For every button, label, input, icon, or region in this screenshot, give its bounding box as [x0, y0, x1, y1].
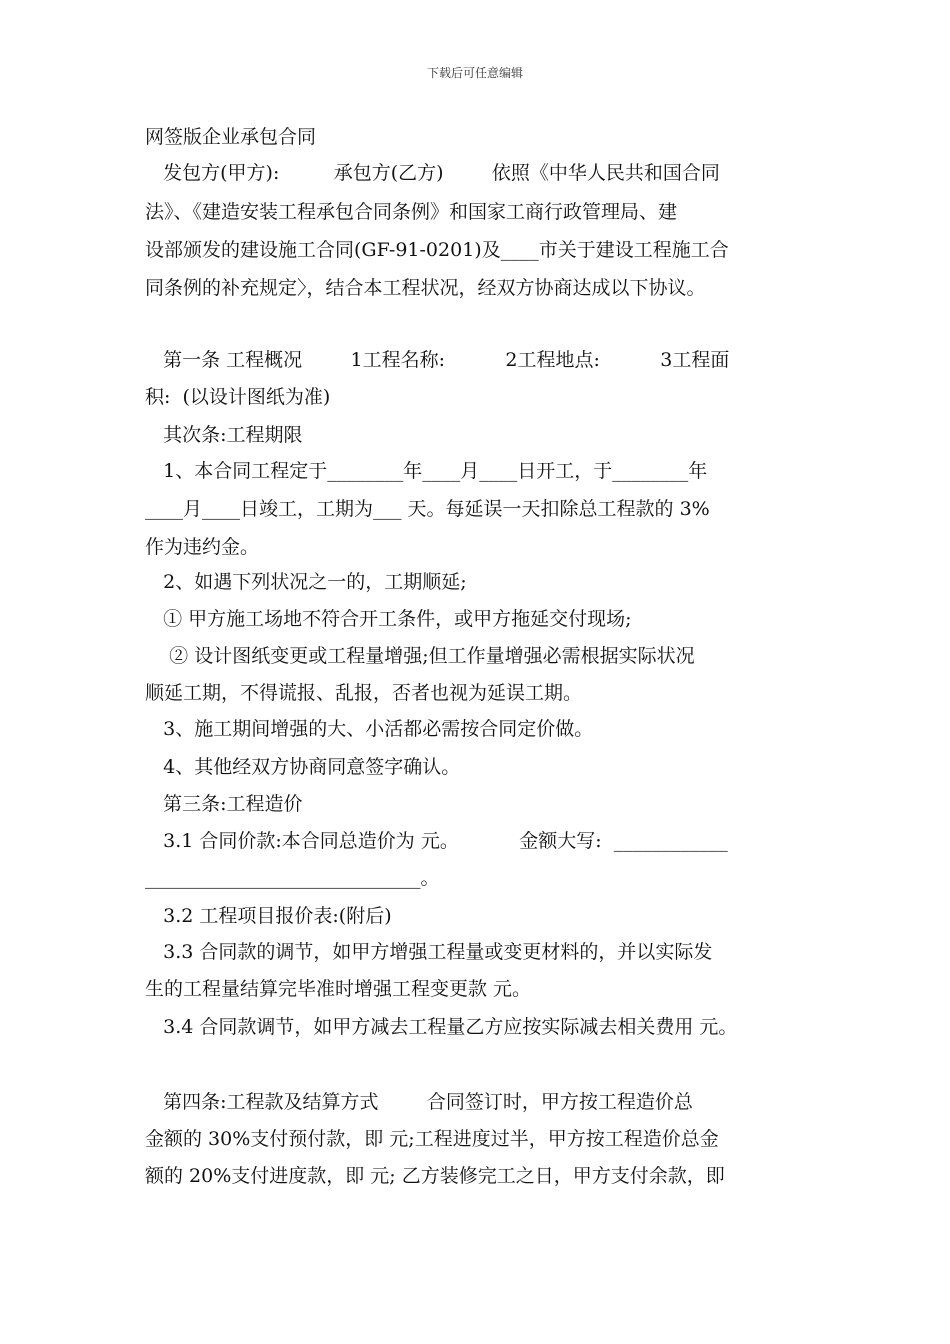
text-line: 同条例的补充规定〉，结合本工程状况，经双方协商达成以下协议。: [145, 277, 706, 299]
text-line: 金额的 30%支付预付款，即 元;工程进度过半，甲方按工程造价总金: [145, 1128, 719, 1150]
section-heading-2: 其次条:工程期限: [145, 424, 303, 446]
section-heading-1: 第一条 工程概况 1工程名称: 2工程地点: 3工程面: [145, 349, 730, 371]
text-line: 3、施工期间增强的大、小活都必需按合同定价做。: [145, 718, 594, 740]
text-line: 3.4 合同款调节，如甲方减去工程量乙方应按实际减去相关费用 元。: [145, 1016, 738, 1038]
text-line: 3.3 合同款的调节，如甲方增强工程量或变更材料的，并以实际发: [145, 941, 713, 963]
text-line: 3.1 合同价款:本合同总造价为 元。 金额大写: ____________: [145, 830, 728, 852]
section-heading-3: 第三条:工程造价: [145, 793, 303, 815]
text-line: 积: (以设计图纸为准): [145, 386, 331, 408]
document-title: 网签版企业承包合同: [145, 126, 317, 148]
text-line: 顺延工期，不得谎报、乱报，否者也视为延误工期。: [145, 682, 583, 704]
text-line: 发包方(甲方): 承包方(乙方) 依照《中华人民共和国合同: [145, 162, 720, 184]
text-line: _____________________________。: [145, 867, 440, 889]
section-heading-4: 第四条:工程款及结算方式 合同签订时，甲方按工程造价总: [145, 1091, 693, 1113]
text-line: 法》、《建造安装工程承包合同条例》和国家工商行政管理局、建: [145, 201, 678, 223]
text-line: 2、如遇下列状况之一的，工期顺延;: [145, 571, 467, 593]
text-line: ____月____日竣工，工期为___ 天。每延误一天扣除总工程款的 3%: [145, 498, 710, 520]
text-line: 设部颁发的建设施工合同(GF-91-0201)及____市关于建设工程施工合: [145, 239, 729, 261]
text-line: 4、其他经双方协商同意签字确认。: [145, 756, 461, 778]
text-line: 3.2 工程项目报价表:(附后): [145, 905, 392, 927]
text-line: ① 甲方施工场地不符合开工条件，或甲方拖延交付现场;: [145, 608, 632, 630]
text-line: ② 设计图纸变更或工程量增强;但工作量增强必需根据实际状况: [145, 645, 695, 667]
text-line: 作为违约金。: [145, 536, 260, 558]
text-line: 生的工程量结算完毕准时增强工程变更款 元。: [145, 978, 532, 1000]
text-line: 额的 20%支付进度款，即 元; 乙方装修完工之日，甲方支付余款，即: [145, 1165, 725, 1187]
text-line: 1、本合同工程定于________年____月____日开工，于________年: [145, 460, 708, 482]
page-header-note: 下载后可任意编辑: [426, 66, 523, 80]
